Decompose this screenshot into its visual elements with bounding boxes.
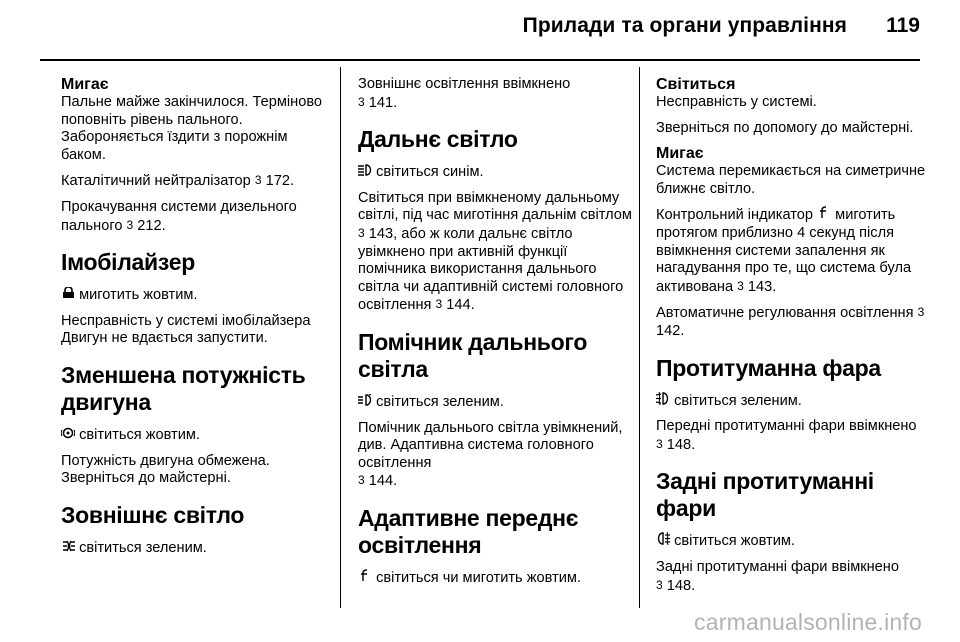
high-beam-assist-icon [358, 393, 372, 411]
engine-power-icon [61, 426, 75, 444]
auto-level-text: Автоматичне регулювання освітлення 3 142. [656, 305, 925, 339]
reduced-power-status: світиться жовтим. [61, 426, 333, 445]
watermark: carmanualsonline.info [694, 609, 922, 635]
adaptive-status: світиться чи миготить жовтим. [358, 569, 634, 588]
front-fog-page-ref[interactable]: 148. [666, 436, 696, 453]
assist-status: світиться зеленим. [358, 393, 634, 412]
column-2 [358, 76, 634, 596]
column-divider-1 [340, 67, 341, 608]
page-header [0, 0, 960, 60]
front-fog-icon [656, 392, 670, 410]
flash-switch-text: Система перемикається на симетричне ближнє світло. [656, 163, 926, 197]
rear-fog-icon [656, 532, 670, 550]
page-ref-arrow-icon: 3 [358, 225, 365, 240]
column-1 [61, 76, 333, 565]
heading-immobilizer: Імобілайзер [61, 249, 195, 276]
heading-lit: Світиться [656, 76, 736, 93]
flash-indicator-text: Контрольний індикатор миготить протягом приблизно 4 секунд після ввімкнення системи запалення як нагадування про те, що система була активована 3 143. [656, 207, 912, 295]
page-ref-arrow-icon: 3 [254, 173, 262, 188]
exterior-light-icon [61, 539, 75, 557]
high-beam-page-ref-a[interactable]: 143, [368, 225, 398, 242]
flash-page-ref[interactable]: 143. [747, 278, 777, 295]
immobilizer-icon [61, 286, 75, 304]
catalyst-paragraph: Каталітичний нейтралізатор 3 172. [61, 173, 295, 190]
column-divider-2 [639, 67, 640, 608]
page-ref-arrow-icon: 3 [358, 473, 365, 488]
high-beam-text: Світиться при ввімкненому дальньому світлі, під час миготіння дальнім світлом 3 143, або ж коли дальнє світло увімкнено при активній функції помічника використання дальнього світла чи адаптивній системі головного освітлення 3 144. [358, 189, 632, 314]
header-divider [40, 59, 920, 61]
catalyst-page-ref[interactable]: 172. [265, 173, 295, 190]
lit-contact-text: Зверніться по допомогу до майстерні. [656, 119, 914, 136]
page-ref-arrow-icon: 3 [656, 436, 663, 451]
adaptive-light-icon [358, 569, 372, 587]
column-3 [656, 76, 926, 603]
high-beam-icon [358, 163, 372, 181]
exterior-on-paragraph: Зовнішнє освітлення ввімкнено 3 141. [358, 76, 571, 111]
lit-fault-text: Несправність у системі. [656, 94, 817, 110]
page-ref-arrow-icon: 3 [435, 297, 443, 312]
diesel-page-ref[interactable]: 212. [137, 217, 166, 234]
rear-fog-status: світиться жовтим. [656, 532, 926, 551]
front-fog-text: Передні протитуманні фари ввімкнено 3 148. [656, 418, 917, 453]
heading-high-beam: Дальнє світло [358, 126, 518, 153]
heading-front-fog: Протитуманна фара [656, 354, 881, 381]
immobilizer-fault-text: Несправність у системі імобілайзера Двигун не вдається запустити. [61, 312, 311, 347]
exterior-light-status: світиться зеленим. [61, 539, 333, 558]
heading-adaptive-front-lighting: Адаптивне переднє освітлення [358, 504, 579, 558]
page-ref-arrow-icon: 3 [358, 94, 365, 109]
page-ref-arrow-icon: 3 [737, 278, 744, 293]
rear-fog-page-ref[interactable]: 148. [666, 577, 696, 594]
exterior-page-ref[interactable]: 141. [368, 94, 398, 111]
page-ref-arrow-icon: 3 [656, 577, 663, 592]
page-title: Прилади та органи управління [522, 14, 847, 37]
heading-reduced-power: Зменшена потужність двигуна [61, 361, 306, 415]
heading-flashing-2: Мигає [656, 145, 704, 163]
heading-exterior-light: Зовнішнє світло [61, 501, 245, 528]
heading-high-beam-assist: Помічник дальнього світла [358, 328, 588, 382]
high-beam-status: світиться синім. [358, 163, 634, 182]
diesel-paragraph: Прокачування системи дизельного пального 3 212. [61, 198, 297, 234]
front-fog-status: світиться зеленим. [656, 392, 926, 411]
rear-fog-text: Задні протитуманні фари ввімкнено 3 148. [656, 558, 899, 594]
immobilizer-status: миготить жовтим. [61, 286, 333, 305]
page-ref-arrow-icon: 3 [126, 217, 134, 232]
heading-flashing: Мигає [61, 76, 109, 93]
high-beam-page-ref-b[interactable]: 144. [446, 297, 475, 314]
fuel-warning-text: Пальне майже закінчилося. Терміново поповніть рівень пального. Забороняється їздити з порожнім баком. [61, 94, 323, 163]
assist-text: Помічник дальнього світла увімкнений, див. Адаптивна система головного освітлення 3 144. [358, 419, 623, 490]
page-number: 119 [886, 14, 920, 37]
assist-page-ref[interactable]: 144. [368, 473, 398, 490]
adaptive-light-icon [817, 206, 831, 224]
page-ref-arrow-icon: 3 [917, 305, 925, 320]
reduced-power-text: Потужність двигуна обмежена. Зверніться до майстерні. [61, 452, 270, 487]
auto-level-page-ref[interactable]: 142. [656, 322, 685, 339]
heading-rear-fog: Задні протитуманні фари [656, 468, 874, 522]
